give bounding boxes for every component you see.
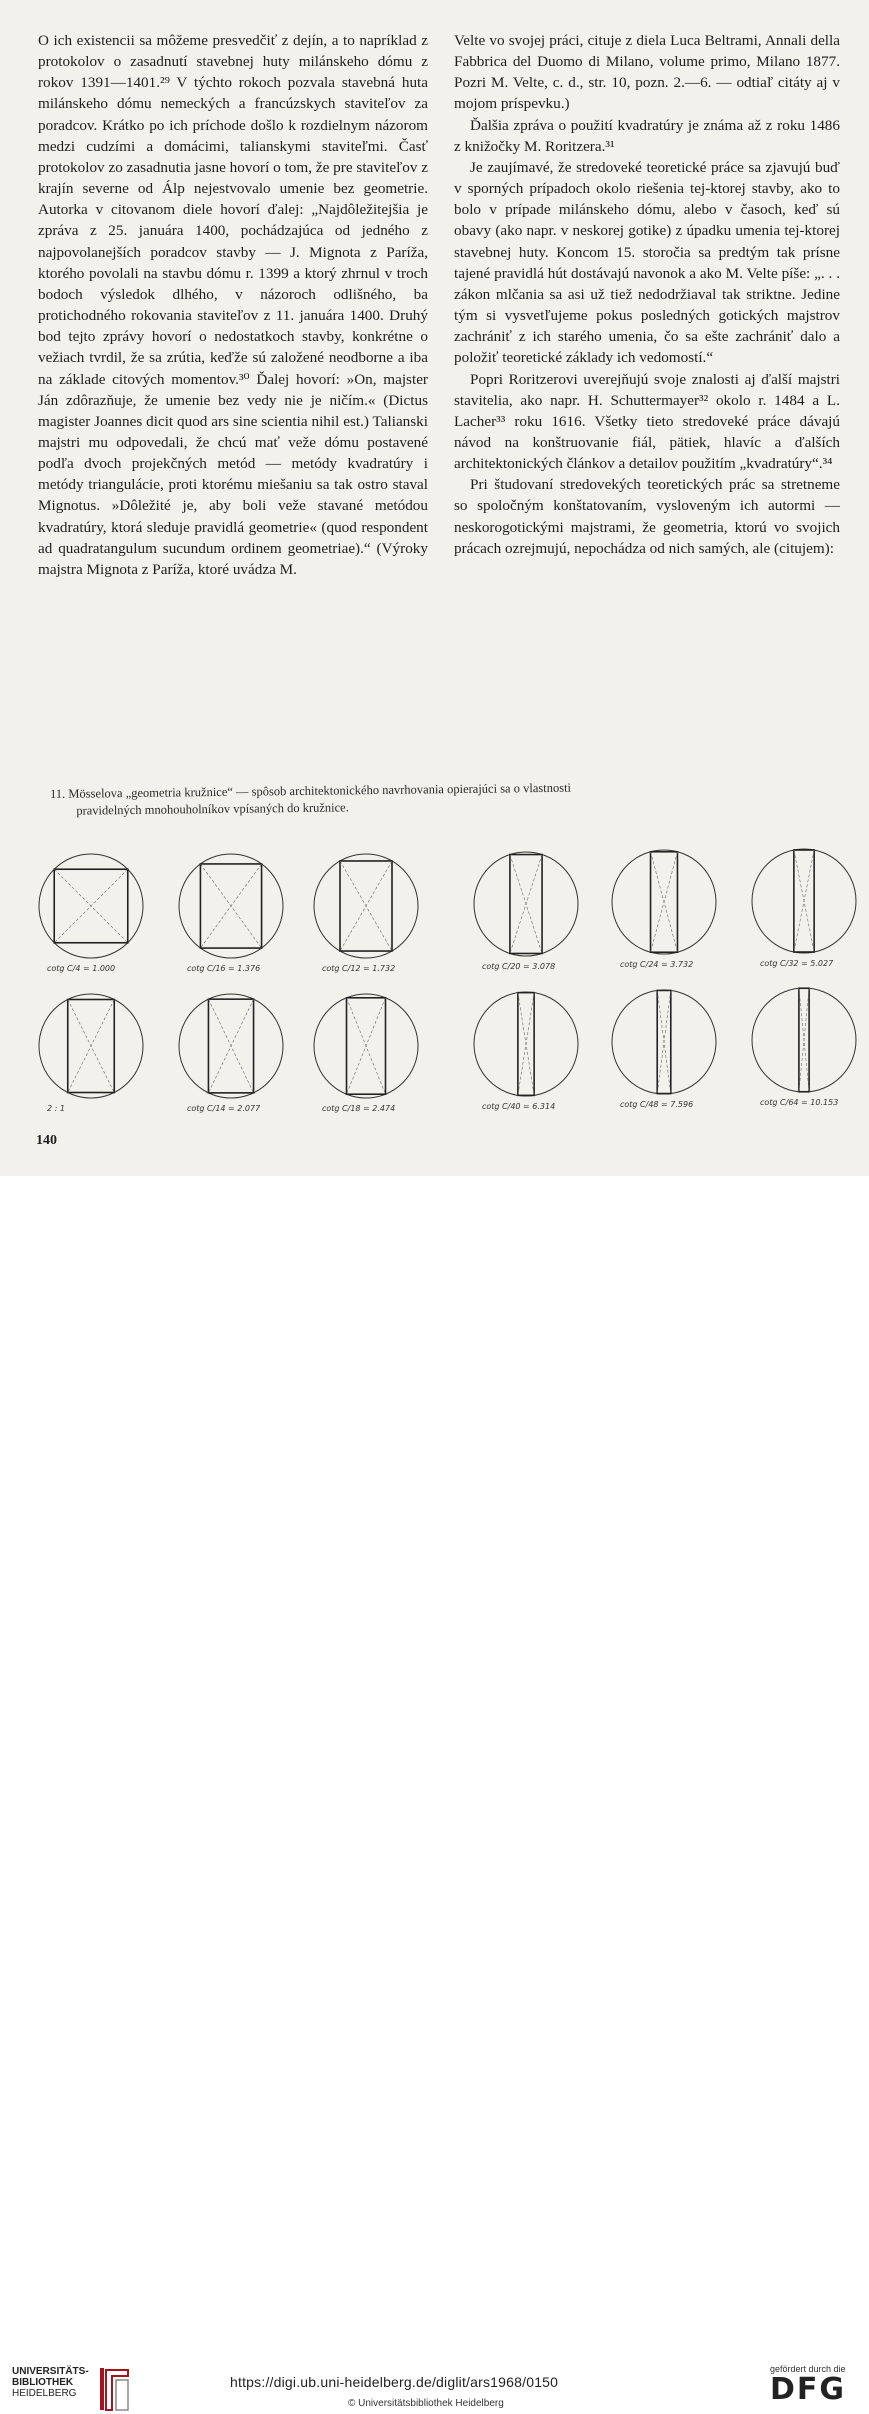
figure-drawing [470, 848, 582, 960]
library-name-line: BIBLIOTHEK [12, 2377, 74, 2388]
library-name-line: HEIDELBERG [12, 2388, 77, 2399]
sponsor-note: gefördert durch die [770, 2364, 846, 2374]
right-text-column [454, 30, 840, 559]
caption-line-2: pravidelných mnohouholníkov vpísaných do kružnice. [76, 800, 349, 818]
figure-label: cotg C/14 = 2.077 [187, 1104, 261, 1113]
figure-label: cotg C/16 = 1.376 [187, 964, 261, 973]
circle-polygon-figure [310, 850, 422, 973]
figure-drawing [608, 846, 720, 958]
circle-polygon-figure [175, 990, 287, 1113]
left-text-column [38, 30, 428, 580]
library-name-line: UNIVERSITÄTS- [12, 2366, 89, 2377]
circle-polygon-figure [748, 984, 860, 1107]
figure-drawing [748, 984, 860, 1096]
caption-line-1: 11. Mösselova „geometria kružnice“ — spôsob architektonického navrhovania opierajúci sa o vlastnosti [50, 780, 572, 801]
figure-drawing [310, 850, 422, 962]
left-paragraph: O ich existencii sa môžeme presvedčiť z dejín, a to napríklad z protokolov o zasadnutí stavebnej huty milánskeho dómu z rokov 1391—1401.²⁹ V týchto rokoch pozvala stavebná huta milánskeho dómu nemeckých a francúzskych staviteľov za poradcov. Krátko po ich príchode došlo k rozdielnym názorom medzi cudzími a domácimi, talianskymi staviteľmi. Časť protokolov zo zasadnutia jasne hovorí o tom, že pre staviteľov z krajín severne od Álp nejestvovalo umenie bez geometrie. Autorka v citovanom diele hovorí ďalej: „Najdôležitejšia je zpráva z 25. januára 1400, pochádzajúca od jedného z najpovolanejších poradcov stavby — J. Mignota z Paríža, ktorého povolali na stavbu dómu r. 1399 a ktorý zhrnul v troch bodoch výsledok dlhého, v názoroch odlišného, ba protichodného rokovania staviteľov z 11. januára 1400. Druhý bod tejto zprávy hovorí o nedostatkoch stavby, konkrétne o vežiach tvrdil, že sa zrútia, keďže sú založené neodborne a iba na základe citových momentov.³⁰ Ďalej hovorí: »On, majster Ján zdôrazňuje, že umenie bez vedy nie je ničím.« (Dictus magister Joannes dicit quod ars sine scientia nihil est.) Talianski majstri mu odpovedali, že chcú mať veže dómu postavené podľa dvoch projekčných metód — metódy kvadratúry i metódy triangulácie, proti ktorému miešaniu sa tak ostro staval Mignotus. »Dôležité je, aby boli veže stavané metódou kvadratúry, ktorá sleduje pravidlá geometrie« (quod respondent ad quadratangulum sucundum ordinem geometriae).“ (Výroky majstra Mignota z Paríža, ktoré uvádza M. [38, 32, 428, 578]
figure-label: cotg C/40 = 6.314 [482, 1102, 556, 1111]
figure-label: cotg C/4 = 1.000 [47, 964, 116, 973]
scanned-page [0, 0, 869, 1176]
circle-polygon-figure [608, 846, 720, 969]
figure-label: cotg C/24 = 3.732 [620, 960, 694, 969]
circle-polygon-figure [608, 986, 720, 1109]
right-paragraph: Pri študovaní stredovekých teoretických prác sa stretneme so spoločným konštatovaním, vysloveným ich autormi — neskorogotickými majstrami, že geometria, ktorú vo svojich prácach ozrejmujú, nepochádza od nich samých, ale (citujem): [454, 476, 840, 557]
circle-polygon-figure [35, 850, 147, 973]
figure-drawing [608, 986, 720, 1098]
figure-drawing [35, 850, 147, 962]
figure-label: cotg C/12 = 1.732 [322, 964, 396, 973]
figure-label: cotg C/32 = 5.027 [760, 959, 834, 968]
page-number: 140 [36, 1133, 57, 1148]
right-paragraph: Popri Roritzerovi uverejňujú svoje znalosti aj ďalší majstri stavitelia, ako napr. H. Schuttermayer³² okolo r. 1484 a L. Lacher³³ roku 1616. Všetky tieto stredoveké práce dávajú návod na konštruovanie fiál, pätiek, hlavíc a ďalších architektonických článkov a detailov použitím „kvadratúry“.³⁴ [454, 370, 840, 473]
figure-caption [50, 777, 810, 820]
figure-drawing [470, 988, 582, 1100]
permalink-url[interactable]: https://digi.ub.uni-heidelberg.de/diglit/ars1968/0150 [230, 2374, 559, 2390]
figure-label: cotg C/18 = 2.474 [322, 1104, 396, 1113]
circle-polygon-figure [35, 990, 147, 1113]
figure-drawing [175, 850, 287, 962]
figure-drawing [748, 845, 860, 957]
figure-drawing [35, 990, 147, 1102]
figure-label: cotg C/48 = 7.596 [620, 1100, 694, 1109]
library-logo[interactable] [12, 2366, 124, 2412]
circle-polygon-figure [748, 845, 860, 968]
right-paragraph: Ďalšia zpráva o použití kvadratúry je známa až z roku 1486 z knižočky M. Roritzera.³¹ [454, 116, 840, 155]
footer-bar [0, 1176, 869, 2409]
figure-drawing [310, 990, 422, 1102]
figure-label: 2 : 1 [47, 1104, 65, 1113]
figure-label: cotg C/20 = 3.078 [482, 962, 556, 971]
figure-label: cotg C/64 = 10.153 [760, 1098, 839, 1107]
circle-polygon-figure [310, 990, 422, 1113]
circle-polygon-figure [470, 848, 582, 971]
copyright-text: © Universitätsbibliothek Heidelberg [348, 2398, 504, 2409]
circle-polygon-figure [470, 988, 582, 1111]
circle-polygon-figure [175, 850, 287, 973]
figure-drawing [175, 990, 287, 1102]
library-mark-icon [98, 2366, 132, 2412]
dfg-logo[interactable] [770, 2364, 860, 2414]
dfg-wordmark: DFG [770, 2372, 847, 2407]
right-paragraph: Je zaujímavé, že stredoveké teoretické práce sa zjavujú buď v sporných prípadoch okolo riešenia tej-ktorej stavby, ako to bolo v prípade milánskeho dómu, alebo v časoch, keď sú obavy (ako napr. v neskorej gotike) z úpadku umenia tej-ktorej stavebnej huty. Koncom 15. storočia sa predtým tak prísne tajené pravidlá hút dostávajú navonok a ako M. Velte píše: „. . . zákon mlčania sa asi už tiež nedodržiaval tak striktne. Jedine tým si vysvetľujeme pokus posledných gotických majstrov zachrániť z ich starého umenia, čo sa ešte zachrániť dalo a položiť teoretické základy ich vedomostí.“ [454, 158, 840, 367]
right-paragraph: Velte vo svojej práci, cituje z diela Luca Beltrami, Annali della Fabbrica del Duomo di Milano, volume primo, Milano 1877. Pozri M. Velte, c. d., str. 10, pozn. 2.—6. — odtiaľ citáty aj v mojom príspevku.) [454, 32, 840, 113]
